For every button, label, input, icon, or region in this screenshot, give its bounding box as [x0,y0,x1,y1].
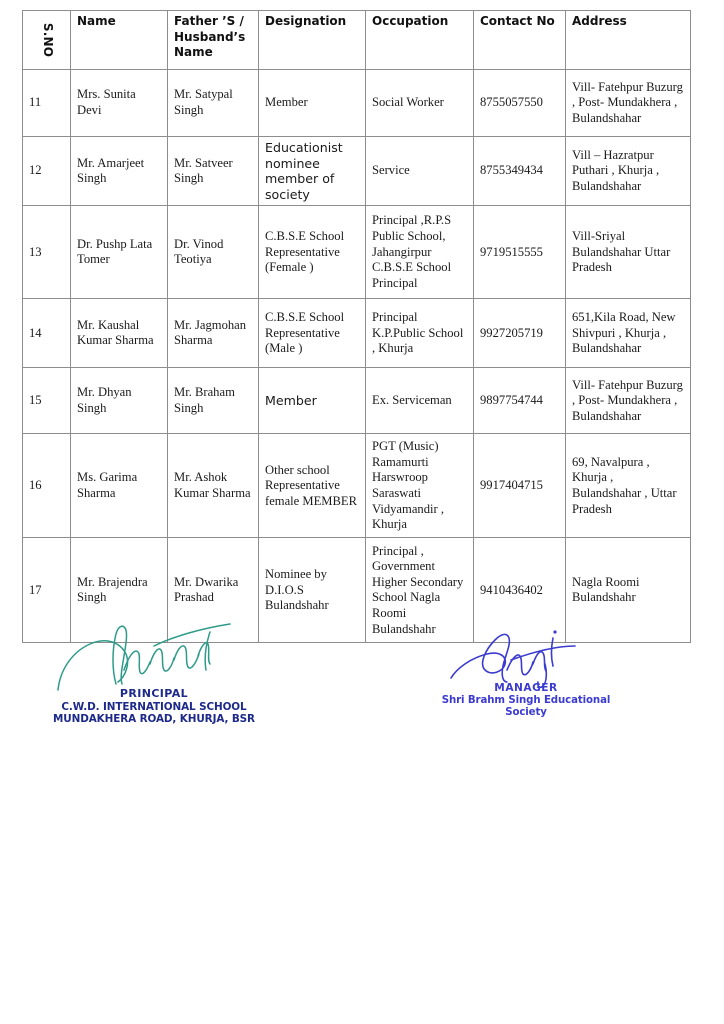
cell-occupation: Service [366,137,474,206]
cell-designation: C.B.S.E School Representative (Male ) [259,299,366,368]
cell-father: Mr. Braham Singh [168,368,259,434]
column-header-name: Name [71,11,168,70]
cell-occupation: Ex. Serviceman [366,368,474,434]
column-header-contact: Contact No [474,11,566,70]
cell-sno: 12 [23,137,71,206]
cell-sno: 13 [23,206,71,299]
manager-signature-block [432,624,620,719]
cell-designation: Educationist nominee member of society [259,137,366,206]
principal-stamp-line3: MUNDAKHERA ROAD, KHURJA, BSR [53,713,255,726]
cell-name: Ms. Garima Sharma [71,434,168,538]
cell-address: Vill- Fatehpur Buzurg , Post- Mundakhera , Bulandshahar [566,70,691,137]
cell-occupation: Social Worker [366,70,474,137]
table-row [23,299,691,368]
cell-designation: C.B.S.E School Representative (Female ) [259,206,366,299]
column-header-father: Father ’S / Husband’s Name [168,11,259,70]
cell-occupation: PGT (Music) Ramamurti Harswroop Saraswati Vidyamandir , Khurja [366,434,474,538]
cell-name: Mrs. Sunita Devi [71,70,168,137]
principal-stamp-text [38,688,270,726]
table-row [23,70,691,137]
cell-contact: 9410436402 [474,538,566,643]
cell-address: Vill-Sriyal Bulandshahar Uttar Pradesh [566,206,691,299]
cell-father: Mr. Jagmohan Sharma [168,299,259,368]
cell-address: Vill – Hazratpur Puthari , Khurja , Bulandshahar [566,137,691,206]
cell-designation: Nominee by D.I.O.S Bulandshahr [259,538,366,643]
cell-occupation: Principal K.P.Public School , Khurja [366,299,474,368]
cell-designation: Member [259,368,366,434]
table-row [23,206,691,299]
principal-stamp-line2: C.W.D. INTERNATIONAL SCHOOL [61,700,247,713]
cell-father: Mr. Ashok Kumar Sharma [168,434,259,538]
cell-sno: 11 [23,70,71,137]
cell-contact: 9927205719 [474,299,566,368]
column-header-sno-label: S.NO [40,22,55,58]
cell-father: Mr. Satveer Singh [168,137,259,206]
cell-address: 651,Kila Road, New Shivpuri , Khurja , Bulandshahar [566,299,691,368]
principal-signature-block [38,620,270,726]
principal-stamp-line1: PRINCIPAL [119,687,189,700]
cell-address: Nagla Roomi Bulandshahr [566,538,691,643]
column-header-designation: Designation [259,11,366,70]
cell-sno: 14 [23,299,71,368]
cell-father: Dr. Vinod Teotiya [168,206,259,299]
cell-contact: 8755057550 [474,70,566,137]
cell-father: Mr. Satypal Singh [168,70,259,137]
manager-stamp-line2: Shri Brahm Singh Educational [441,694,611,706]
cell-sno: 17 [23,538,71,643]
cell-name: Dr. Pushp Lata Tomer [71,206,168,299]
cell-contact: 9897754744 [474,368,566,434]
cell-designation: Other school Representative female MEMBER [259,434,366,538]
cell-contact: 8755349434 [474,137,566,206]
cell-address: 69, Navalpura , Khurja , Bulandshahar , Uttar Pradesh [566,434,691,538]
table-row [23,434,691,538]
column-header-sno [23,11,71,70]
cell-father: Mr. Dwarika Prashad [168,538,259,643]
members-table [22,10,691,643]
cell-contact: 9719515555 [474,206,566,299]
cell-contact: 9917404715 [474,434,566,538]
table-row [23,368,691,434]
cell-name: Mr. Dhyan Singh [71,368,168,434]
table-header-row [23,11,691,70]
manager-stamp-text [432,682,620,719]
cell-name: Mr. Amarjeet Singh [71,137,168,206]
cell-name: Mr. Kaushal Kumar Sharma [71,299,168,368]
cell-designation: Member [259,70,366,137]
cell-occupation: Principal ,R.P.S Public School, Jahangirpur C.B.S.E School Principal [366,206,474,299]
cell-occupation: Principal , Government Higher Secondary School Nagla Roomi Bulandshahr [366,538,474,643]
cell-sno: 16 [23,434,71,538]
cell-name: Mr. Brajendra Singh [71,538,168,643]
manager-stamp-line1: MANAGER [494,682,558,694]
column-header-address: Address [566,11,691,70]
cell-address: Vill- Fatehpur Buzurg , Post- Mundakhera , Bulandshahar [566,368,691,434]
column-header-occupation: Occupation [366,11,474,70]
table-row [23,137,691,206]
cell-sno: 15 [23,368,71,434]
manager-stamp-line3: Society [505,706,547,718]
